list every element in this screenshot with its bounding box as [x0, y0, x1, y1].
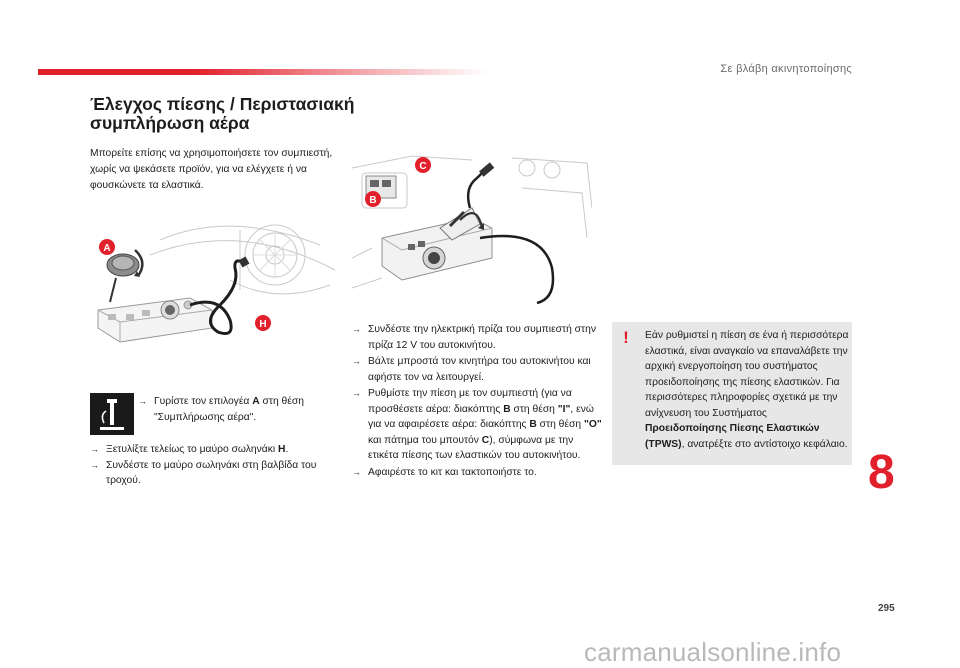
tyre-inflation-pictogram-icon [90, 393, 134, 435]
tyre-inflation-pictogram-drawing [90, 393, 134, 435]
step-list-left-a [138, 394, 353, 425]
section-title: Σε βλάβη ακινητοποίησης [720, 63, 852, 75]
compressor-body-2 [382, 208, 492, 280]
page-title-line1: Έλεγχος πίεσης / Περιστασιακή [90, 94, 355, 114]
callout-A-label: A [103, 243, 111, 254]
callout-C-label: C [419, 161, 427, 172]
figure-compressor-socket [352, 148, 592, 308]
list-item: → Αφαιρέστε το κιτ και τακτοποιήστε το. [352, 465, 602, 481]
step-list-right [352, 322, 602, 481]
header-accent-bar [38, 69, 488, 75]
figure-compressor-hose [90, 210, 340, 350]
chapter-number: 8 [868, 446, 895, 499]
warning-note-text: Εάν ρυθμιστεί η πίεση σε ένα ή περισσότερα ελαστικά, είναι αναγκαίο να επαναλάβετε την αρχική ενεργοποίηση του συστήματος προειδοποίησης της πίεσης ελαστικών. Για περισσότερες πληροφορίες σχετικά με την ανίχνευση του Συστήματος Προειδοποίησης Πίεσης Ελαστικών (TPWS), ανατρέξτε στο αντίστοιχο κεφάλαιο. [645, 330, 849, 450]
list-item: → Συνδέστε το μαύρο σωληνάκι στη βαλβίδα του τροχού. [90, 458, 352, 489]
list-item: → Γυρίστε τον επιλογέα A στη θέση "Συμπλήρωσης αέρα". [138, 394, 353, 425]
figure-compressor-hose-illustration [90, 210, 340, 350]
page-title [90, 95, 360, 133]
watermark: carmanualsonline.info [584, 637, 842, 667]
page-title-line2: συμπλήρωση αέρα [90, 113, 250, 133]
callout-B-label: B [369, 195, 377, 206]
callout-H-label: H [259, 319, 267, 330]
intro-paragraph: Μπορείτε επίσης να χρησιμοποιήσετε τον συμπιεστή, χωρίς να ψεκάσετε προϊόν, για να ελέγχετε ή να φουσκώνετε τα ελαστικά. [90, 148, 333, 191]
list-item: → Ξετυλίξτε τελείως το μαύρο σωληνάκι H. [90, 442, 352, 458]
page-number: 295 [878, 603, 895, 614]
warning-note-box [612, 322, 852, 465]
list-item: → Ρυθμίστε την πίεση με τον συμπιεστή (για να προσθέσετε αέρα: διακόπτης B στη θέση "I", ενώ για να αφαιρέσετε αέρα: διακόπτης B στη θέση "O" και πάτημα του μπουτόν C), σύμφωνα με την ετικέτα πίεσης των ελαστικών του αυτοκινήτου. [352, 386, 602, 464]
list-item: → Βάλτε μπροστά τον κινητήρα του αυτοκινήτου και αφήστε τον να λειτουργεί. [352, 354, 602, 385]
figure-compressor-socket-illustration [352, 148, 592, 308]
warning-exclamation-icon: ! [623, 328, 629, 347]
step-list-left-b [90, 442, 352, 489]
list-item: → Συνδέστε την ηλεκτρική πρίζα του συμπιεστή στην πρίζα 12 V του αυτοκινήτου. [352, 322, 602, 353]
selector-dial [107, 250, 142, 302]
